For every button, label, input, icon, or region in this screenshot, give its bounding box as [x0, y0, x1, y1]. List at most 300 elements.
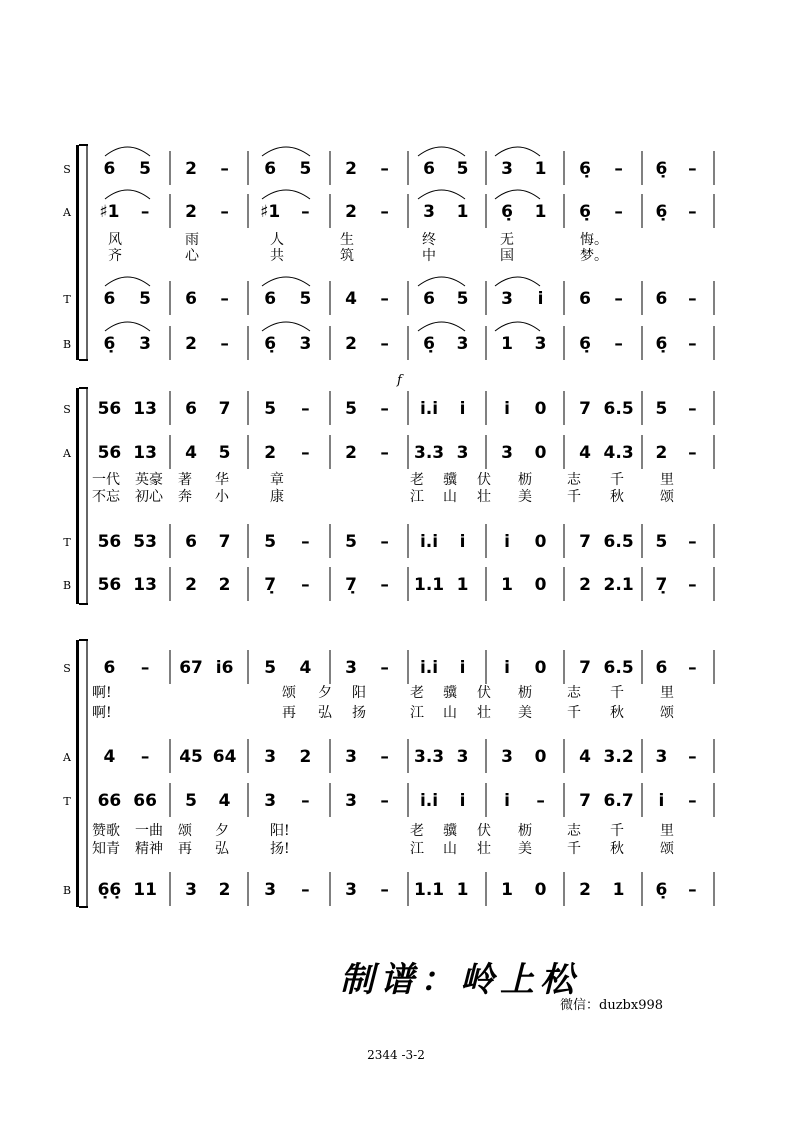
note-s3-a-m2-1: 45	[179, 747, 203, 767]
note-s1-s-m6-2: 1	[534, 159, 547, 179]
slur	[495, 190, 540, 199]
note-s1-a-m5-2: 1	[456, 202, 469, 222]
note-s2-t-m4-1: 5	[345, 532, 357, 552]
lyric-s3-upper-line2-word2: 再	[282, 705, 296, 721]
note-s1-b-m4-1: 2	[345, 334, 357, 354]
lyric-s2-line1-word11: 千	[610, 472, 624, 488]
note-s1-t-m6-2: i	[537, 289, 544, 309]
lyric-s3-lower-line2-word5: 扬!	[270, 841, 290, 857]
note-s3-t-m5-2: i	[459, 791, 466, 811]
note-s1-a-m4-2: –	[380, 202, 389, 222]
note-s3-t-m5-1: i.i	[419, 791, 439, 811]
note-s3-t-m2-1: 5	[185, 791, 197, 811]
lyric-s2-line2-word3: 奔	[178, 489, 192, 505]
note-s1-a-m1-2: –	[140, 202, 150, 222]
note-s2-a-m8-1: 2	[655, 443, 668, 463]
lyric-s3-lower-line2-word8: 壮	[477, 841, 491, 857]
lyric-s2-line2-word12: 颂	[660, 489, 674, 505]
system-bracket-1	[76, 145, 79, 360]
lyric-s1-line2-word2: 心	[185, 248, 199, 264]
note-s2-s-m3-2: –	[301, 399, 310, 419]
note-s1-a-m5-1: 3	[423, 202, 435, 222]
slur	[418, 322, 465, 331]
note-s1-b-m6-2: 3	[534, 334, 547, 354]
note-s2-b-m5-1: 1.1	[413, 575, 445, 595]
note-s2-b-m7-1: 2	[579, 575, 591, 595]
note-s2-b-m2-2: 2	[218, 575, 231, 595]
note-s2-a-m8-2: –	[688, 443, 697, 463]
note-s2-s-m6-2: 0	[534, 399, 547, 419]
note-s3-t-m3-2: –	[301, 791, 310, 811]
note-s1-a-m7-2: –	[614, 202, 623, 222]
note-s1-b-m1-1: 6̣	[103, 334, 116, 354]
note-s2-b-m7-2: 2.1	[603, 575, 634, 595]
note-s1-s-m8-1: 6̣	[655, 159, 668, 179]
note-s1-b-m2-1: 2	[185, 334, 197, 354]
note-s2-s-m5-2: i	[459, 399, 466, 419]
note-s2-t-m6-1: i	[504, 532, 510, 552]
lyric-s1-line1-word5: 终	[422, 232, 436, 248]
lyric-s1-line2-word3: 共	[270, 248, 284, 264]
note-s1-a-m8-2: –	[688, 202, 697, 222]
lyric-s3-lower-line2-word4: 弘	[215, 841, 229, 857]
arranger-credit: 制谱：岭上松	[340, 960, 580, 1000]
note-s3-t-m2-2: 4	[218, 791, 231, 811]
dynamic-marking: f	[397, 373, 402, 388]
note-s2-t-m7-2: 6.5	[603, 532, 634, 552]
note-s1-a-m3-2: –	[301, 202, 310, 222]
note-s3-b-m4-2: –	[380, 880, 389, 900]
note-s2-b-m6-1: 1	[501, 575, 513, 595]
note-s2-b-m1-1: 56	[97, 575, 122, 595]
note-s3-s-m2-1: 67	[179, 658, 203, 678]
note-s3-s-m8-2: –	[688, 658, 697, 678]
note-s3-t-m6-1: i	[504, 791, 510, 811]
slur	[262, 147, 310, 156]
system-bracket-2	[76, 388, 79, 604]
lyric-s3-lower-line1-word6: 老	[410, 823, 424, 839]
note-s2-s-m2-2: 7	[218, 399, 231, 419]
note-s2-t-m4-2: –	[380, 532, 389, 552]
note-s2-a-m7-2: 4.3	[603, 443, 634, 463]
note-s1-a-m8-1: 6̣	[655, 202, 668, 222]
note-s3-t-m6-2: –	[536, 791, 545, 811]
note-s3-b-m3-2: –	[301, 880, 310, 900]
slur	[418, 147, 465, 156]
part-label-a: A	[63, 206, 71, 219]
lyric-s3-lower-line1-word7: 骥	[443, 823, 457, 839]
lyric-s3-lower-line1-word5: 阳!	[270, 823, 290, 839]
note-s2-t-m8-2: –	[688, 532, 697, 552]
note-s1-a-m7-1: 6̣	[579, 202, 591, 222]
lyric-s2-line1-word8: 伏	[477, 472, 491, 488]
note-s1-t-m8-2: –	[688, 289, 697, 309]
lyric-s1-line2-word5: 中	[422, 248, 436, 264]
note-s3-s-m1-2: –	[140, 658, 150, 678]
note-s3-a-m2-2: 64	[212, 747, 237, 767]
note-s2-s-m8-1: 5	[655, 399, 668, 419]
note-s3-b-m1-1: 6̣6̣	[97, 880, 122, 900]
lyric-s2-line2-word11: 秋	[610, 489, 624, 505]
note-s1-t-m1-2: 5	[139, 289, 152, 309]
note-s3-b-m6-2: 0	[534, 880, 547, 900]
note-s1-s-m5-2: 5	[456, 159, 469, 179]
note-s3-s-m7-2: 6.5	[603, 658, 634, 678]
note-s3-a-m6-2: 0	[534, 747, 547, 767]
note-s2-a-m6-1: 3	[501, 443, 513, 463]
note-s2-a-m3-2: –	[301, 443, 310, 463]
lyric-s2-line2-word4: 小	[215, 489, 229, 505]
note-s3-t-m3-1: 3	[264, 791, 277, 811]
part-label-s: S	[63, 662, 71, 675]
lyric-s2-line2-word9: 美	[518, 489, 532, 505]
lyric-s3-upper-line1-word1: 啊!	[92, 685, 112, 701]
note-s1-s-m3-2: 5	[299, 159, 312, 179]
lyric-s3-upper-line2-word5: 江	[410, 705, 424, 721]
note-s1-t-m2-1: 6	[185, 289, 197, 309]
slur	[262, 190, 310, 199]
lyric-s3-lower-line1-word11: 千	[610, 823, 624, 839]
note-s1-s-m8-2: –	[688, 159, 697, 179]
note-s1-t-m4-1: 4	[345, 289, 357, 309]
note-s2-a-m5-1: 3.3	[413, 443, 445, 463]
note-s2-t-m5-1: i.i	[419, 532, 439, 552]
lyric-s1-line1-word3: 人	[270, 232, 284, 248]
note-s1-t-m7-1: 6	[579, 289, 591, 309]
note-s2-t-m6-2: 0	[534, 532, 547, 552]
lyric-s2-line1-word9: 枥	[518, 472, 532, 488]
note-s3-b-m5-1: 1.1	[413, 880, 445, 900]
note-s3-b-m8-1: 6̣	[655, 880, 668, 900]
lyric-s2-line2-word2: 初心	[135, 489, 163, 505]
note-s2-t-m7-1: 7	[579, 532, 591, 552]
note-s1-t-m8-1: 6	[655, 289, 668, 309]
slur	[418, 190, 465, 199]
lyric-s1-line2-word4: 筑	[340, 248, 354, 264]
system-bracket-3	[76, 640, 79, 907]
note-s3-b-m3-1: 3	[264, 880, 277, 900]
note-s2-b-m5-2: 1	[456, 575, 469, 595]
note-s3-b-m1-2: 11	[133, 880, 157, 900]
note-s1-t-m3-1: 6	[264, 289, 277, 309]
lyric-s2-line1-word12: 里	[660, 472, 674, 488]
note-s2-a-m4-2: –	[380, 443, 389, 463]
lyric-s3-upper-line1-word2: 颂	[282, 685, 296, 701]
note-s1-s-m4-1: 2	[345, 159, 357, 179]
part-label-t: T	[63, 536, 71, 549]
lyric-s3-lower-line2-word9: 美	[518, 841, 532, 857]
part-label-t: T	[63, 293, 71, 306]
note-s2-b-m1-2: 13	[133, 575, 157, 595]
note-s1-t-m6-1: 3	[501, 289, 513, 309]
note-s3-b-m2-2: 2	[218, 880, 231, 900]
lyric-s1-line1-word1: 风	[108, 232, 122, 248]
note-s3-t-m1-1: 66	[97, 791, 122, 811]
note-s3-a-m8-1: 3	[655, 747, 668, 767]
note-s2-t-m1-2: 53	[133, 532, 157, 552]
note-s3-t-m8-1: i	[658, 791, 665, 811]
lyric-s2-line2-word5: 康	[270, 489, 284, 505]
lyric-s3-upper-line1-word5: 老	[410, 685, 424, 701]
slur	[262, 277, 310, 286]
lyric-s3-lower-line1-word2: 一曲	[135, 823, 163, 839]
note-s1-t-m3-2: 5	[299, 289, 312, 309]
note-s2-t-m3-1: 5	[264, 532, 277, 552]
lyric-s3-upper-line1-word7: 伏	[477, 685, 491, 701]
note-s3-b-m7-2: 1	[612, 880, 625, 900]
note-s2-a-m2-2: 5	[218, 443, 231, 463]
note-s2-t-m2-2: 7	[218, 532, 231, 552]
note-s1-b-m5-2: 3	[456, 334, 469, 354]
note-s3-s-m1-1: 6	[103, 658, 116, 678]
lyric-s3-lower-line2-word6: 江	[410, 841, 424, 857]
note-s1-b-m8-1: 6̣	[655, 334, 668, 354]
note-s3-b-m6-1: 1	[501, 880, 513, 900]
note-s2-s-m7-1: 7	[579, 399, 591, 419]
lyric-s2-line1-word6: 老	[410, 472, 424, 488]
lyric-s3-upper-line2-word9: 千	[567, 705, 581, 721]
slur	[105, 277, 150, 286]
slur	[105, 322, 150, 331]
note-s1-t-m5-2: 5	[456, 289, 469, 309]
note-s2-a-m3-1: 2	[264, 443, 277, 463]
lyric-s3-upper-line2-word4: 扬	[352, 705, 366, 721]
note-s3-b-m7-1: 2	[579, 880, 591, 900]
note-s1-b-m7-1: 6̣	[579, 334, 591, 354]
note-s2-a-m1-1: 56	[97, 443, 122, 463]
note-s3-a-m3-1: 3	[264, 747, 277, 767]
note-s2-s-m6-1: i	[504, 399, 510, 419]
note-s2-b-m3-2: –	[301, 575, 310, 595]
note-s2-s-m1-2: 13	[133, 399, 157, 419]
lyric-s3-lower-line2-word2: 精神	[135, 841, 163, 857]
note-s1-b-m6-1: 1	[501, 334, 513, 354]
slur	[495, 277, 540, 286]
lyric-s2-line1-word4: 华	[215, 472, 229, 488]
part-label-s: S	[63, 163, 71, 176]
note-s2-s-m4-1: 5	[345, 399, 357, 419]
note-s2-b-m8-1: 7̣	[655, 575, 668, 595]
lyric-s1-line1-word4: 生	[340, 232, 354, 248]
slur	[262, 322, 310, 331]
note-s3-t-m7-2: 6.7	[603, 791, 634, 811]
lyric-s3-lower-line2-word1: 知青	[92, 841, 120, 857]
note-s2-a-m7-1: 4	[579, 443, 591, 463]
note-s2-b-m2-1: 2	[185, 575, 197, 595]
note-s3-b-m8-2: –	[688, 880, 697, 900]
slur	[495, 147, 540, 156]
lyric-s1-line1-word6: 无	[500, 232, 514, 248]
lyric-s3-lower-line2-word12: 颂	[660, 841, 674, 857]
lyric-s3-lower-line1-word10: 志	[567, 823, 581, 839]
lyric-s2-line1-word5: 章	[270, 472, 284, 488]
note-s3-s-m7-1: 7	[579, 658, 591, 678]
note-s3-s-m2-2: i6	[215, 658, 234, 678]
note-s2-a-m4-1: 2	[345, 443, 357, 463]
note-s3-a-m8-2: –	[688, 747, 697, 767]
page-number: 2344 -3-2	[367, 1048, 425, 1062]
note-s3-b-m5-2: 1	[456, 880, 469, 900]
note-s1-t-m7-2: –	[614, 289, 623, 309]
lyric-s2-line1-word10: 志	[567, 472, 581, 488]
note-s3-a-m1-2: –	[140, 747, 150, 767]
lyric-s3-lower-line2-word11: 秋	[610, 841, 624, 857]
note-s1-a-m2-1: 2	[185, 202, 197, 222]
lyric-s3-upper-line1-word6: 骥	[443, 685, 457, 701]
part-label-t: T	[63, 795, 71, 808]
note-s1-b-m8-2: –	[688, 334, 697, 354]
lyric-s3-lower-line1-word3: 颂	[178, 823, 192, 839]
note-s2-s-m8-2: –	[688, 399, 697, 419]
note-s2-s-m2-1: 6	[185, 399, 197, 419]
note-s2-s-m5-1: i.i	[419, 399, 439, 419]
note-s1-s-m7-1: 6̣	[579, 159, 591, 179]
note-s2-b-m8-2: –	[688, 575, 697, 595]
lyric-s2-line2-word10: 千	[567, 489, 581, 505]
lyric-s3-upper-line1-word11: 里	[660, 685, 674, 701]
note-s1-b-m1-2: 3	[139, 334, 152, 354]
lyric-s2-line1-word3: 著	[178, 472, 192, 488]
note-s1-b-m3-2: 3	[299, 334, 312, 354]
note-s1-b-m7-2: –	[614, 334, 623, 354]
note-s3-t-m8-2: –	[688, 791, 697, 811]
note-s1-s-m1-2: 5	[139, 159, 152, 179]
note-s3-a-m5-2: 3	[456, 747, 469, 767]
lyric-s1-line2-word6: 国	[500, 248, 514, 264]
part-label-a: A	[63, 751, 71, 764]
lyric-s3-lower-line1-word12: 里	[660, 823, 674, 839]
note-s2-t-m8-1: 5	[655, 532, 668, 552]
note-s1-a-m1-1: ♯1	[99, 202, 120, 222]
lyric-s3-lower-line1-word8: 伏	[477, 823, 491, 839]
note-s1-a-m2-2: –	[220, 202, 229, 222]
note-s1-a-m3-1: ♯1	[260, 202, 281, 222]
lyric-s3-upper-line1-word4: 阳	[352, 685, 366, 701]
note-s3-s-m5-2: i	[459, 658, 466, 678]
note-s3-s-m4-1: 3	[345, 658, 357, 678]
note-s2-a-m1-2: 13	[133, 443, 157, 463]
note-s2-s-m7-2: 6.5	[603, 399, 634, 419]
note-s2-s-m4-2: –	[380, 399, 389, 419]
lyric-s1-line2-word7: 梦。	[580, 248, 608, 264]
note-s2-b-m3-1: 7̣	[264, 575, 277, 595]
note-s1-a-m6-2: 1	[534, 202, 547, 222]
note-s2-a-m6-2: 0	[534, 443, 547, 463]
part-label-b: B	[62, 579, 72, 592]
wechat-id: 微信：duzbx998	[560, 998, 664, 1013]
lyric-s2-line1-word2: 英豪	[135, 472, 163, 488]
note-s1-t-m2-2: –	[220, 289, 229, 309]
note-s1-s-m5-1: 6	[423, 159, 435, 179]
part-label-b: B	[62, 884, 72, 897]
note-s1-b-m5-1: 6̣	[423, 334, 435, 354]
slur	[495, 322, 540, 331]
note-s1-a-m6-1: 6̣	[501, 202, 513, 222]
note-s1-s-m6-1: 3	[501, 159, 513, 179]
note-s3-t-m4-1: 3	[345, 791, 357, 811]
note-s1-s-m4-2: –	[380, 159, 389, 179]
note-s1-a-m4-1: 2	[345, 202, 357, 222]
part-label-s: S	[63, 403, 71, 416]
note-s3-b-m4-1: 3	[345, 880, 357, 900]
part-label-b: B	[62, 338, 72, 351]
note-s2-t-m5-2: i	[459, 532, 466, 552]
lyric-s3-upper-line1-word9: 志	[567, 685, 581, 701]
note-s2-a-m2-1: 4	[185, 443, 197, 463]
note-s3-t-m7-1: 7	[579, 791, 591, 811]
note-s1-s-m1-1: 6	[103, 159, 116, 179]
lyric-s2-line2-word7: 山	[443, 489, 457, 505]
lyric-s3-upper-line2-word7: 壮	[477, 705, 491, 721]
lyric-s2-line2-word6: 江	[410, 489, 424, 505]
note-s3-a-m5-1: 3.3	[413, 747, 445, 767]
note-s2-t-m3-2: –	[301, 532, 310, 552]
note-s3-b-m2-1: 3	[185, 880, 197, 900]
note-s2-a-m5-2: 3	[456, 443, 469, 463]
lyric-s2-line1-word1: 一代	[92, 472, 120, 488]
note-s3-s-m6-1: i	[504, 658, 510, 678]
lyric-s1-line1-word2: 雨	[185, 232, 199, 248]
note-s1-s-m3-1: 6	[264, 159, 277, 179]
lyric-s3-lower-line1-word9: 枥	[518, 823, 532, 839]
lyric-s3-lower-line2-word10: 千	[567, 841, 581, 857]
note-s1-t-m5-1: 6	[423, 289, 435, 309]
note-s2-t-m1-1: 56	[97, 532, 122, 552]
lyric-s3-upper-line1-word3: 夕	[318, 685, 332, 701]
note-s2-t-m2-1: 6	[185, 532, 197, 552]
note-s2-s-m1-1: 56	[97, 399, 122, 419]
note-s3-a-m4-2: –	[380, 747, 389, 767]
note-s3-a-m7-2: 3.2	[603, 747, 634, 767]
note-s3-a-m6-1: 3	[501, 747, 513, 767]
lyric-s3-upper-line1-word10: 千	[610, 685, 624, 701]
note-s1-t-m1-1: 6	[103, 289, 116, 309]
note-s1-s-m2-2: –	[220, 159, 229, 179]
lyric-s3-upper-line1-word8: 枥	[518, 685, 532, 701]
lyric-s1-line2-word1: 齐	[108, 248, 122, 264]
note-s2-b-m4-1: 7̣	[345, 575, 357, 595]
note-s3-a-m7-1: 4	[579, 747, 591, 767]
note-s1-b-m2-2: –	[220, 334, 229, 354]
slur	[418, 277, 465, 286]
note-s3-s-m4-2: –	[380, 658, 389, 678]
lyric-s3-lower-line1-word4: 夕	[215, 823, 229, 839]
lyric-s3-lower-line2-word7: 山	[443, 841, 457, 857]
lyric-s3-upper-line2-word10: 秋	[610, 705, 624, 721]
slur	[105, 147, 150, 156]
note-s1-s-m2-1: 2	[185, 159, 197, 179]
note-s1-t-m4-2: –	[380, 289, 389, 309]
part-label-a: A	[63, 447, 71, 460]
lyric-s3-lower-line2-word3: 再	[178, 841, 192, 857]
note-s2-s-m3-1: 5	[264, 399, 277, 419]
note-s3-a-m1-1: 4	[103, 747, 116, 767]
lyric-s2-line2-word8: 壮	[477, 489, 491, 505]
note-s3-s-m8-1: 6	[655, 658, 668, 678]
note-s3-s-m3-2: 4	[299, 658, 312, 678]
lyric-s2-line1-word7: 骥	[443, 472, 457, 488]
note-s1-b-m3-1: 6̣	[264, 334, 277, 354]
lyric-s1-line1-word7: 悔。	[580, 232, 608, 248]
note-s3-a-m3-2: 2	[299, 747, 312, 767]
note-s3-t-m1-2: 66	[133, 791, 157, 811]
lyric-s3-upper-line2-word6: 山	[443, 705, 457, 721]
lyric-s3-lower-line1-word1: 赞歌	[92, 823, 120, 839]
note-s1-b-m4-2: –	[380, 334, 389, 354]
lyric-s3-upper-line2-word11: 颂	[660, 705, 674, 721]
lyric-s2-line2-word1: 不忘	[92, 489, 120, 505]
note-s3-a-m4-1: 3	[345, 747, 357, 767]
